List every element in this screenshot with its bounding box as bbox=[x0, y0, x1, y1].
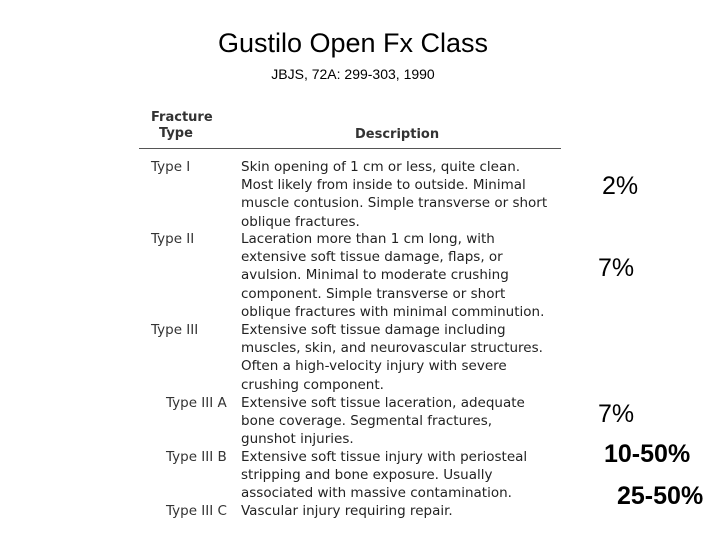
percentage-type-iiic: 25-50% bbox=[617, 482, 704, 510]
slide-title: Gustilo Open Fx Class bbox=[217, 28, 489, 58]
row-type-label: Type III bbox=[151, 322, 199, 338]
row-type-label: Type III A bbox=[166, 395, 227, 411]
header-divider bbox=[139, 148, 561, 149]
gustilo-classification-table bbox=[139, 100, 561, 520]
header-type-label: Type bbox=[159, 126, 193, 141]
percentage-type-iiib: 10-50% bbox=[604, 440, 691, 468]
row-description: Extensive soft tissue injury with periosteal stripping and bone exposure. Usually associated with massive contamination. bbox=[241, 449, 528, 502]
row-type-label: Type I bbox=[151, 159, 191, 175]
header-fracture-type bbox=[151, 110, 213, 142]
row-description: Extensive soft tissue damage including muscles, skin, and neurovascular structures. Often a high-velocity injury with severe crushing component. bbox=[241, 322, 543, 393]
row-type-label: Type III B bbox=[166, 449, 227, 465]
header-fracture-label: Fracture bbox=[151, 110, 213, 125]
percentage-type-i: 2% bbox=[602, 172, 639, 200]
slide-subtitle: JBJS, 72A: 299-303, 1990 bbox=[271, 66, 435, 82]
percentage-type-ii: 7% bbox=[598, 254, 635, 282]
row-type-label: Type III C bbox=[166, 503, 227, 519]
header-description: Description bbox=[355, 127, 440, 142]
row-description: Skin opening of 1 cm or less, quite clean. Most likely from inside to outside. Minimal muscle contusion. Simple transverse or short oblique fractures. bbox=[241, 159, 548, 230]
row-description: Extensive soft tissue laceration, adequate bone coverage. Segmental fractures, gunshot injuries. bbox=[241, 395, 525, 448]
row-description: Laceration more than 1 cm long, with extensive soft tissue damage, flaps, or avulsion. Minimal to moderate crushing component. Simple transverse or short oblique fractures with minimal comminution. bbox=[241, 231, 545, 320]
row-type-label: Type II bbox=[151, 231, 195, 247]
row-description: Vascular injury requiring repair. bbox=[241, 503, 453, 519]
percentage-type-iiia: 7% bbox=[598, 400, 635, 428]
